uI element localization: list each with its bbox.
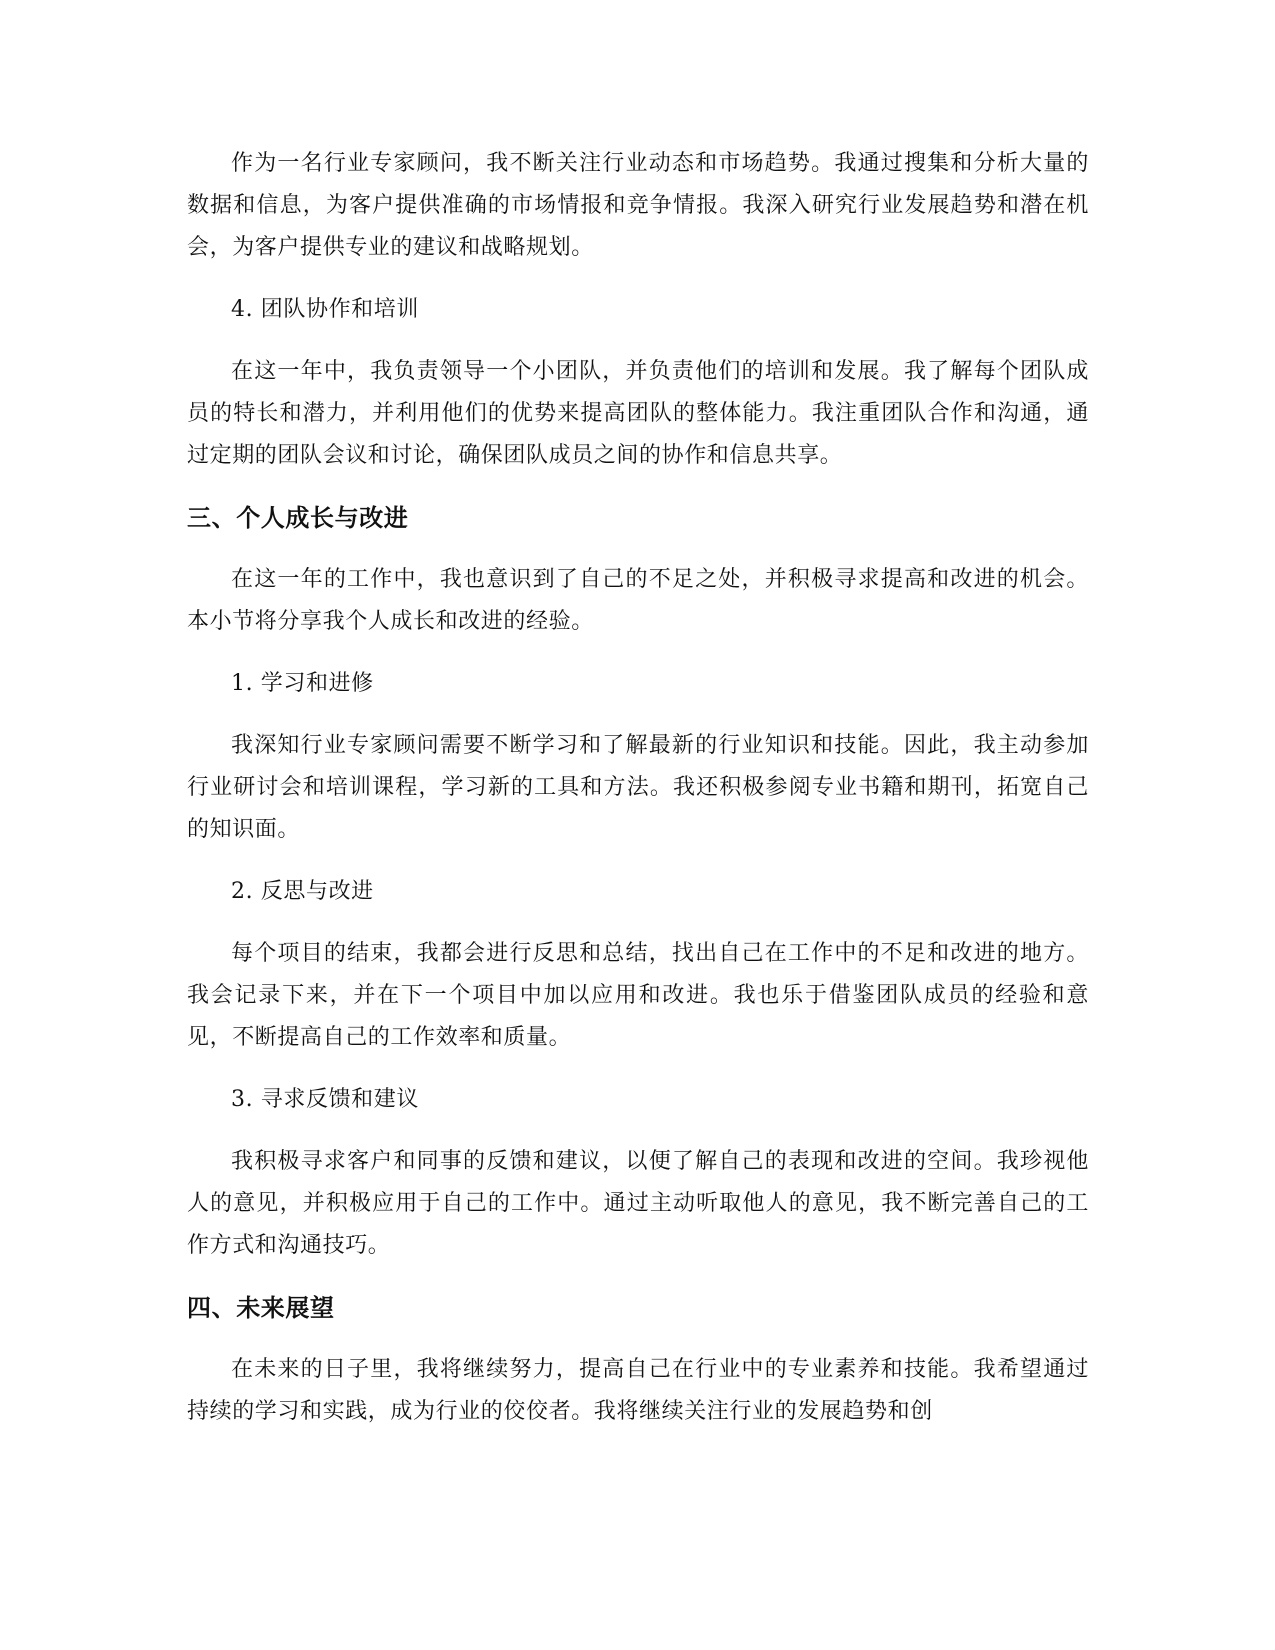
document-body: [187, 143, 1089, 1453]
paragraph-market-research: 作为一名行业专家顾问，我不断关注行业动态和市场趋势。我通过搜集和分析大量的数据和信息，为客户提供准确的市场情报和竞争情报。我深入研究行业发展趋势和潜在机会，为客户提供专业的建议和战略规划。: [187, 151, 1089, 260]
paragraph-reflection: 每个项目的结束，我都会进行反思和总结，找出自己在工作中的不足和改进的地方。我会记录下来，并在下一个项目中加以应用和改进。我也乐于借鉴团队成员的经验和意见，不断提高自己的工作效率和质量。: [187, 941, 1089, 1050]
subheading-reflection: 2. 反思与改进: [231, 879, 374, 904]
paragraph-learning: 我深知行业专家顾问需要不断学习和了解最新的行业知识和技能。因此，我主动参加行业研讨会和培训课程，学习新的工具和方法。我还积极参阅专业书籍和期刊，拓宽自己的知识面。: [187, 733, 1089, 842]
paragraph-team-leadership: 在这一年中，我负责领导一个小团队，并负责他们的培训和发展。我了解每个团队成员的特长和潜力，并利用他们的优势来提高团队的整体能力。我注重团队合作和沟通，通过定期的团队会议和讨论，确保团队成员之间的协作和信息共享。: [187, 359, 1089, 468]
subheading-feedback: 3. 寻求反馈和建议: [231, 1087, 419, 1112]
subheading-learning: 1. 学习和进修: [231, 671, 374, 696]
paragraph-future: 在未来的日子里，我将继续努力，提高自己在行业中的专业素养和技能。我希望通过持续的学习和实践，成为行业的佼佼者。我将继续关注行业的发展趋势和创: [187, 1357, 1089, 1424]
paragraph-growth-intro: 在这一年的工作中，我也意识到了自己的不足之处，并积极寻求提高和改进的机会。本小节将分享我个人成长和改进的经验。: [187, 567, 1089, 634]
section-heading-future-outlook: 四、未来展望: [187, 1294, 335, 1322]
section-heading-personal-growth: 三、个人成长与改进: [187, 504, 409, 532]
subheading-team-collaboration: 4. 团队协作和培训: [231, 297, 419, 322]
paragraph-feedback: 我积极寻求客户和同事的反馈和建议，以便了解自己的表现和改进的空间。我珍视他人的意见，并积极应用于自己的工作中。通过主动听取他人的意见，我不断完善自己的工作方式和沟通技巧。: [187, 1149, 1089, 1258]
